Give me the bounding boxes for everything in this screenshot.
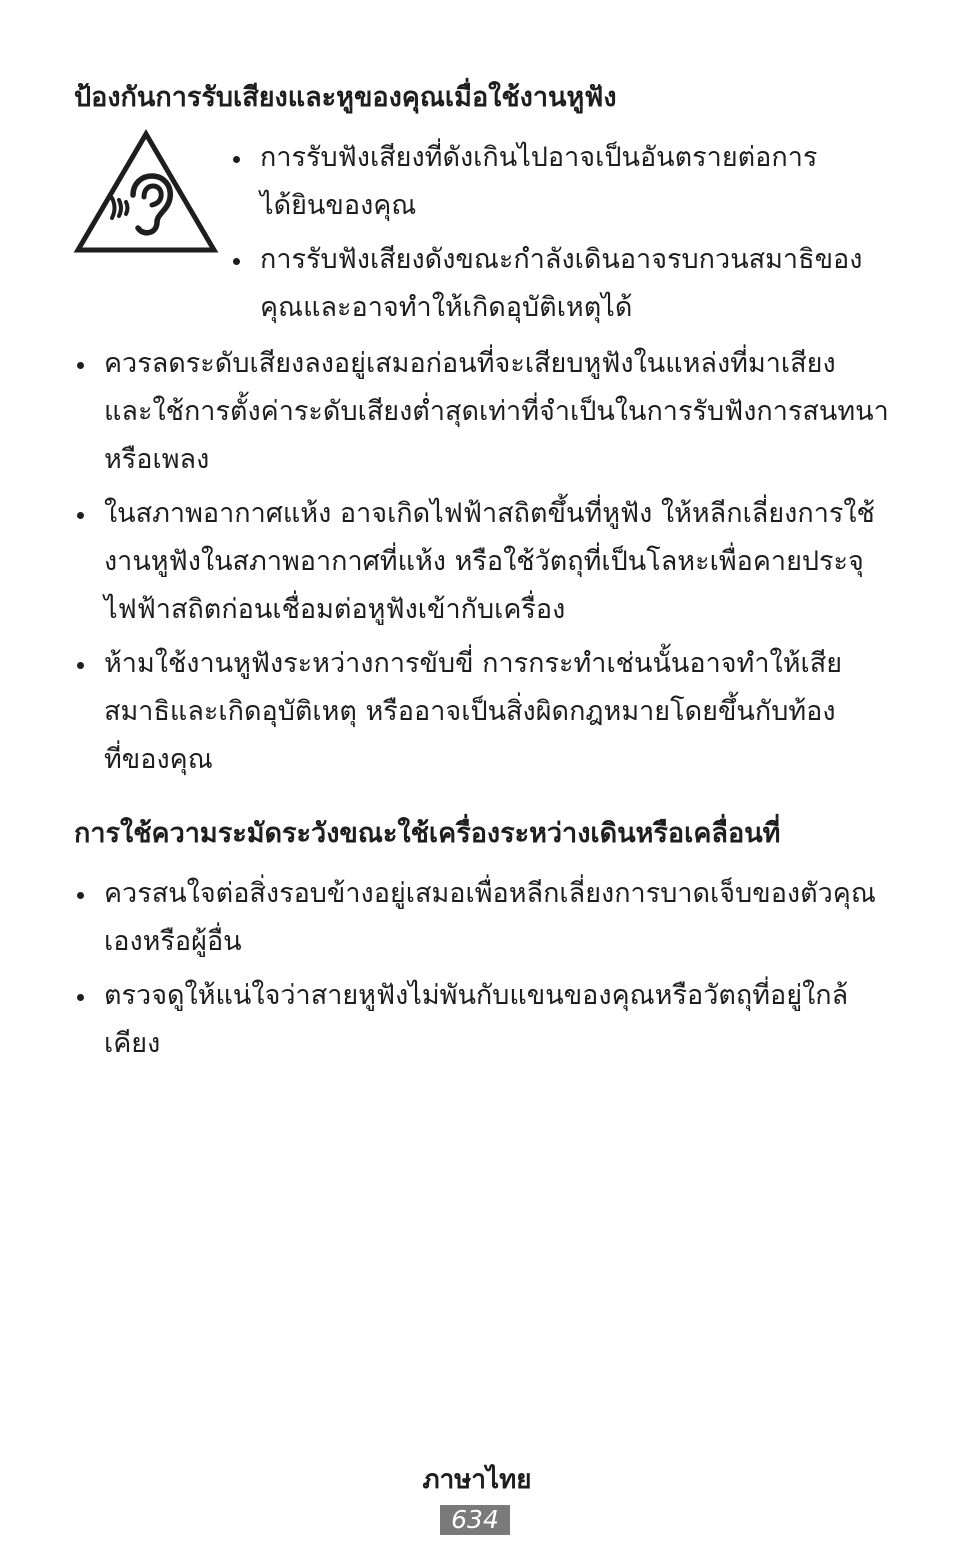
walking-bullet-list: [72, 870, 902, 1074]
hearing-warning-icon: [72, 128, 220, 256]
list-item: ตรวจดูให้แน่ใจว่าสายหูฟังไม่พันกับแขนของคุณหรือวัตถุที่อยู่ใกล้ เคียง: [72, 972, 902, 1068]
page-number: 634: [440, 1505, 510, 1535]
section-heading-walking-caution: การใช้ความระมัดระวังขณะใช้เครื่องระหว่างเดินหรือเคลื่อนที่: [74, 818, 781, 849]
icon-bullet-list: [228, 134, 888, 338]
footer-language-label: ภาษาไทย: [422, 1465, 532, 1495]
hearing-bullet-list: [72, 340, 902, 790]
list-item: ควรลดระดับเสียงลงอยู่เสมอก่อนที่จะเสียบหูฟังในแหล่งที่มาเสียง และใช้การตั้งค่าระดับเสียงต่ำสุดเท่าที่จำเป็นในการรับฟังการสนทนา หรือเพลง: [72, 340, 902, 484]
list-item: การรับฟังเสียงที่ดังเกินไปอาจเป็นอันตรายต่อการ ได้ยินของคุณ: [228, 134, 888, 230]
list-item: การรับฟังเสียงดังขณะกำลังเดินอาจรบกวนสมาธิของ คุณและอาจทำให้เกิดอุบัติเหตุได้: [228, 236, 888, 332]
section-heading-hearing-protection: ป้องกันการรับเสียงและหูของคุณเมื่อใช้งานหูฟัง: [74, 82, 617, 113]
list-item: ในสภาพอากาศแห้ง อาจเกิดไฟฟ้าสถิตขึ้นที่หูฟัง ให้หลีกเลี่ยงการใช้ งานหูฟังในสภาพอากาศที่แห้ง หรือใช้วัตถุที่เป็นโลหะเพื่อคายประจุ ไฟฟ้าสถิตก่อนเชื่อมต่อหูฟังเข้ากับเครื่อง: [72, 490, 902, 634]
list-item: ห้ามใช้งานหูฟังระหว่างการขับขี่ การกระทำเช่นนั้นอาจทำให้เสีย สมาธิและเกิดอุบัติเหตุ หรืออาจเป็นสิ่งผิดกฎหมายโดยขึ้นกับท้อง ที่ของคุณ: [72, 640, 902, 784]
list-item: ควรสนใจต่อสิ่งรอบข้างอยู่เสมอเพื่อหลีกเลี่ยงการบาดเจ็บของตัวคุณ เองหรือผู้อื่น: [72, 870, 902, 966]
